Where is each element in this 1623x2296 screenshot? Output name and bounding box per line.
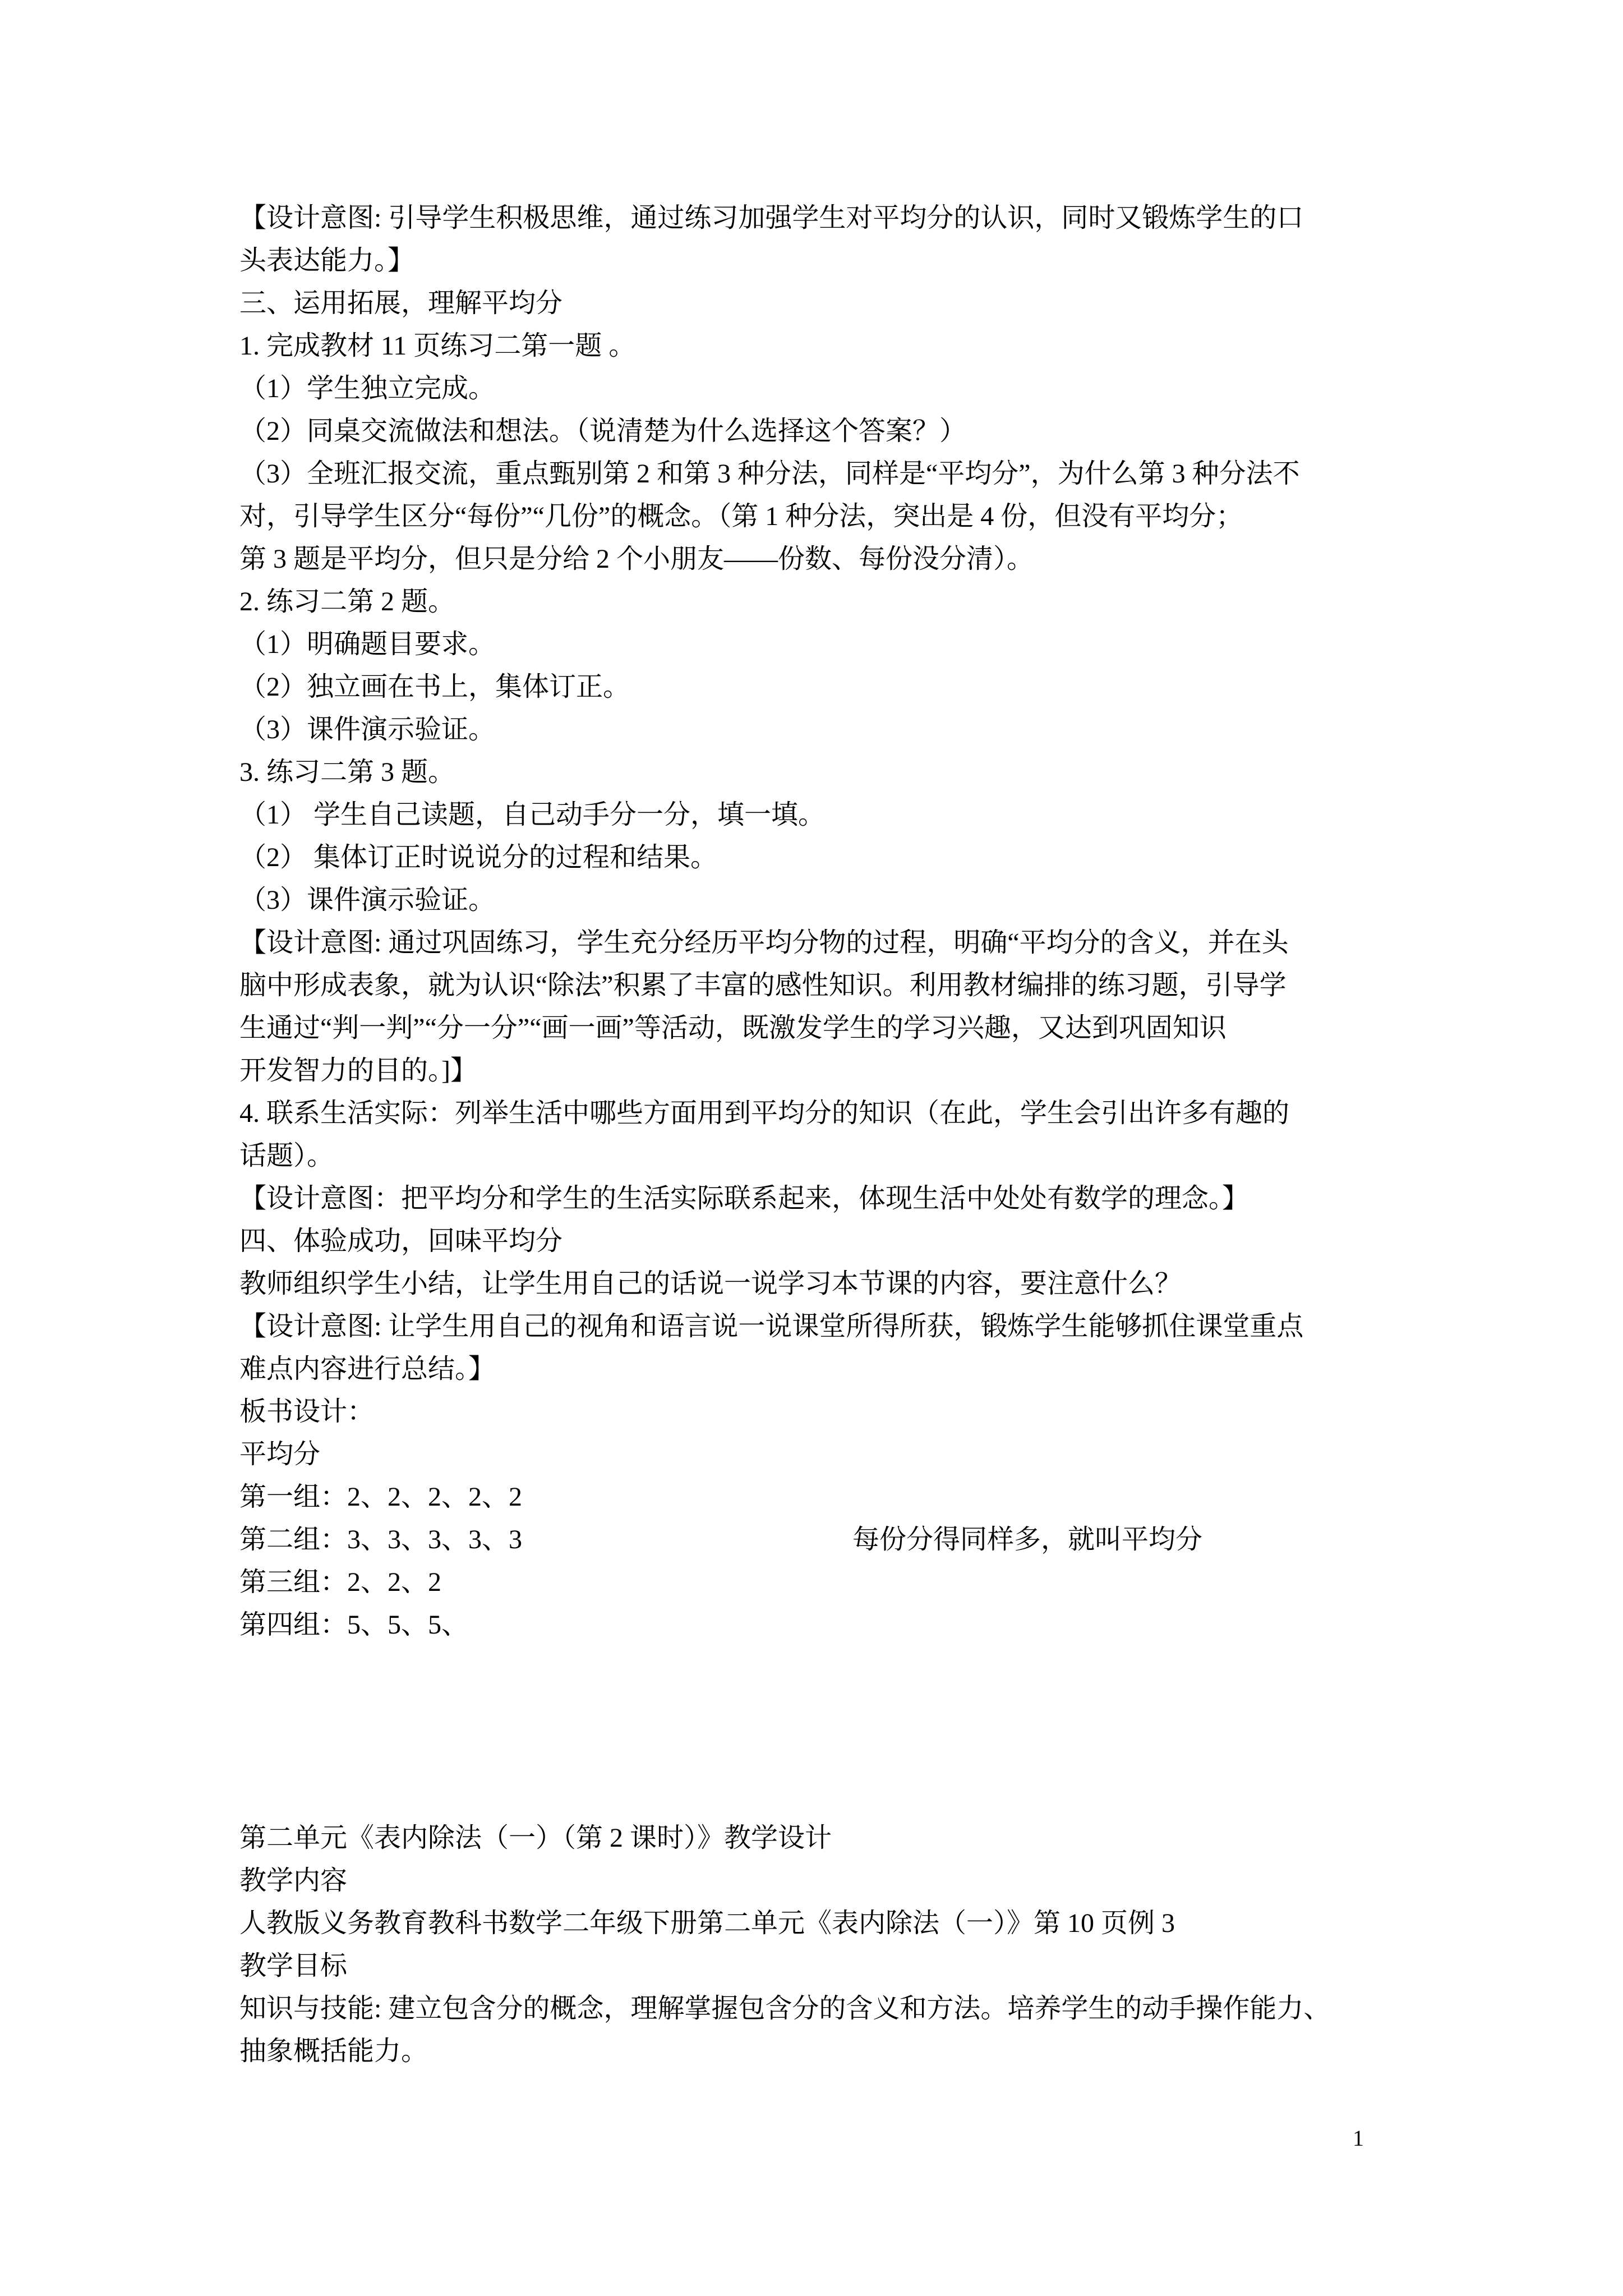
board-annotation: 每份分得同样多，就叫平均分 [852,1525,1203,1554]
text-line [239,1476,1386,1519]
line-text: 生通过“判一判”“分一分”“画一画”等活动，既激发学生的学习兴趣，又达到巩固知识 [239,1013,1227,1043]
text-line [239,1305,1386,1348]
line-text: （3）全班汇报交流，重点甄别第 2 和第 3 种分法，同样是“平均分”，为什么第 3 种分法不 [239,459,1300,489]
text-line [239,1519,1386,1561]
text-line [239,325,1386,367]
text-line [239,1604,1386,1646]
text-line [239,1220,1386,1263]
text-line [239,1433,1386,1476]
text-line [239,581,1386,623]
line-text: （1）学生独立完成。 [239,374,496,403]
text-line [239,964,1386,1007]
line-text: 对，引导学生区分“每份”“几份”的概念。（第 1 种分法，突出是 4 份，但没有平均分； [239,501,1243,531]
text-line [239,623,1386,666]
line-text: 难点内容进行总结。】 [239,1354,496,1384]
text-line [239,1050,1386,1092]
line-text: 【设计意图：把平均分和学生的生活实际联系起来，体现生活中处处有数学的理念。】 [239,1184,1249,1213]
line-text [239,1738,246,1768]
text-line [239,1860,1386,1902]
text-line [239,666,1386,708]
line-text: 第一组：2、2、2、2、2 [239,1482,523,1512]
line-text: 抽象概括能力。 [239,2036,428,2066]
line-text: 1. 完成教材 11 页练习二第一题 。 [239,331,636,361]
line-text: 3. 练习二第 3 题。 [239,757,455,787]
text-line [239,1177,1386,1220]
line-text: 教学内容 [239,1866,348,1895]
text-line [239,367,1386,410]
line-text: 【设计意图: 让学生用自己的视角和语言说一说课堂所得所获，锻炼学生能够抓住课堂重点 [239,1312,1304,1341]
line-text: 第二组：3、3、3、3、3 [239,1525,523,1554]
text-line [239,2030,1386,2073]
text-line [239,1135,1386,1177]
line-text: （2）独立画在书上，集体订正。 [239,672,630,702]
line-text: （2） 集体订正时说说分的过程和结果。 [239,843,718,872]
blank-line [239,1774,1386,1817]
text-line [239,197,1386,240]
document-body [239,197,1386,2073]
text-line [239,1348,1386,1391]
line-text: 2. 练习二第 2 题。 [239,587,455,616]
line-text: 第二单元《表内除法（一）（第 2 课时）》教学设计 [239,1823,832,1853]
line-text: （2）同桌交流做法和想法。（说清楚为什么选择这个答案？） [239,416,967,446]
text-line [239,495,1386,538]
text-line [239,410,1386,453]
text-line [239,1817,1386,1860]
line-text [239,1653,246,1682]
text-line [239,836,1386,879]
text-line [239,1092,1386,1135]
page-number: 1 [1353,2125,1364,2151]
text-line [239,1391,1386,1433]
blank-line [239,1689,1386,1732]
text-line [239,1561,1386,1604]
text-line [239,1007,1386,1050]
line-text: 人教版义务教育教科书数学二年级下册第二单元《表内除法（一）》第 10 页例 3 [239,1908,1175,1938]
text-line [239,282,1386,325]
line-text: 第四组：5、5、5、 [239,1610,469,1640]
line-text: 四、体验成功，回味平均分 [239,1226,563,1256]
line-text: 话题）。 [239,1141,334,1171]
blank-line [239,1732,1386,1774]
text-line [239,922,1386,964]
line-text: 4. 联系生活实际：列举生活中哪些方面用到平均分的知识（在此，学生会引出许多有趣的 [239,1098,1290,1128]
line-text: 第三组：2、2、2 [239,1567,442,1597]
text-line [239,1945,1386,1987]
line-text: 板书设计： [239,1397,375,1427]
line-text [239,1695,246,1725]
line-text: （1）明确题目要求。 [239,629,496,659]
line-text: 知识与技能: 建立包含分的概念，理解掌握包含分的含义和方法。培养学生的动手操作能力、 [239,1994,1331,2023]
text-line [239,879,1386,922]
line-text: 三、运用拓展，理解平均分 [239,288,563,318]
line-text: 头表达能力。】 [239,246,415,275]
text-line [239,453,1386,495]
line-text [239,1780,246,1810]
line-text: 脑中形成表象，就为认识“除法”积累了丰富的感性知识。利用教材编排的练习题，引导学 [239,970,1287,1000]
text-line [239,1987,1386,2030]
line-text: （1） 学生自己读题，自己动手分一分，填一填。 [239,800,826,830]
text-line [239,240,1386,282]
text-line [239,1263,1386,1305]
line-text: 【设计意图: 通过巩固练习，学生充分经历平均分物的过程，明确“平均分的含义，并在头 [239,928,1289,958]
text-line [239,538,1386,581]
text-line [239,1902,1386,1945]
line-text: （3）课件演示验证。 [239,715,496,744]
text-line [239,708,1386,751]
line-text: 【设计意图: 引导学生积极思维，通过练习加强学生对平均分的认识，同时又锻炼学生的口 [239,203,1304,233]
line-text: 教师组织学生小结，让学生用自己的话说一说学习本节课的内容，要注意什么？ [239,1269,1182,1299]
line-text: 平均分 [239,1439,321,1469]
line-text: 开发智力的目的。]】 [239,1056,477,1085]
text-line [239,751,1386,794]
blank-line [239,1646,1386,1689]
line-text: （3）课件演示验证。 [239,885,496,915]
line-text: 第 3 题是平均分，但只是分给 2 个小朋友——份数、每份没分清）。 [239,544,1034,574]
line-text: 教学目标 [239,1951,348,1981]
text-line [239,794,1386,836]
